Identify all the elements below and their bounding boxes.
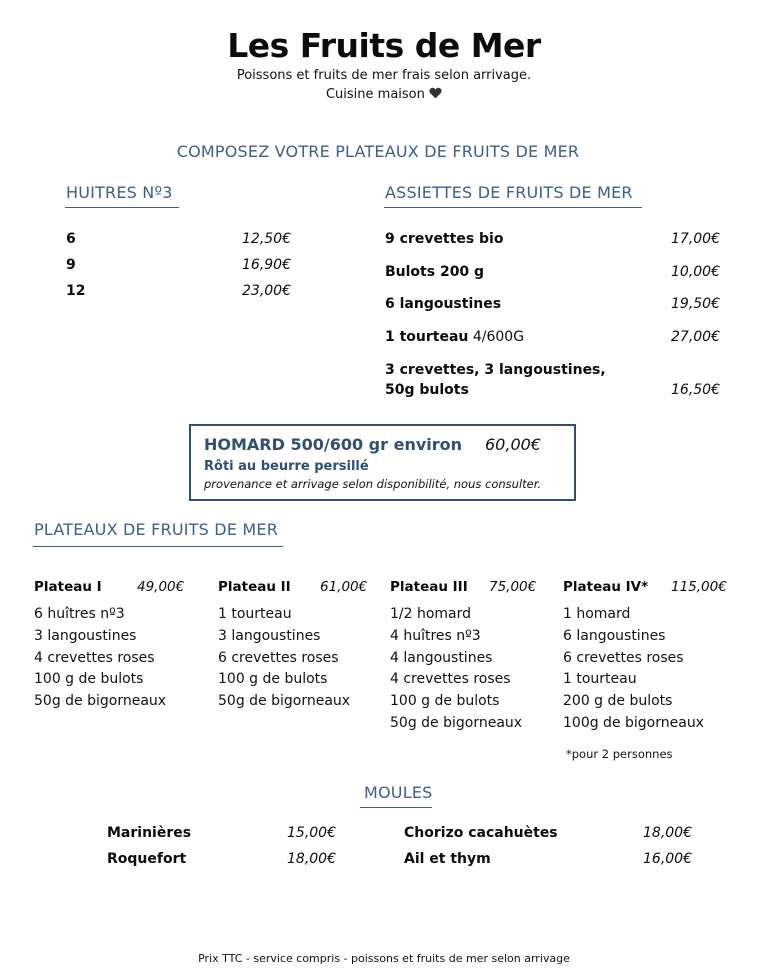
moules-item-price: 15,00€ <box>287 825 336 841</box>
plateaux-rule <box>33 546 283 547</box>
assiettes-item-price: 27,00€ <box>671 329 720 345</box>
plateau-name: Plateau IV* <box>563 579 649 595</box>
moules-item-price: 16,00€ <box>643 851 692 867</box>
moules-rule <box>360 807 432 808</box>
plateau-line: 3 langoustines <box>34 627 137 644</box>
assiettes-item-label-line-2: 50g bulots <box>385 382 469 398</box>
assiettes-item-label: 9 crevettes bio <box>385 231 504 247</box>
plateau-line: 4 crevettes roses <box>390 671 511 688</box>
huitres-title: HUITRES Nº3 <box>66 183 173 202</box>
homard-subtitle: Rôti au beurre persillé <box>204 459 369 474</box>
moules-item-price: 18,00€ <box>287 851 336 867</box>
plateau-line: 1 homard <box>563 606 631 622</box>
plateau-line: 4 huîtres nº3 <box>390 627 481 644</box>
footer-text: Prix TTC - service compris - poissons et fruits de mer selon arrivage <box>198 952 570 965</box>
plateau-line: 100 g de bulots <box>34 671 144 688</box>
assiettes-item-price: 10,00€ <box>671 264 720 280</box>
huitres-item-label: 6 <box>66 231 76 247</box>
assiettes-item-price: 17,00€ <box>671 231 720 247</box>
plateaux-note: *pour 2 personnes <box>566 747 673 761</box>
moules-title: MOULES <box>364 783 433 802</box>
plateau-line: 100g de bigorneaux <box>563 714 704 731</box>
assiettes-title: ASSIETTES DE FRUITS DE MER <box>385 183 633 202</box>
huitres-rule <box>65 207 179 208</box>
plateaux-title: PLATEAUX DE FRUITS DE MER <box>34 520 279 539</box>
assiettes-item-price: 19,50€ <box>671 296 720 312</box>
huitres-item-price: 23,00€ <box>242 283 291 299</box>
moules-item-price: 18,00€ <box>643 825 692 841</box>
huitres-item-price: 16,90€ <box>242 257 291 273</box>
plateau-line: 4 langoustines <box>390 649 493 666</box>
subtitle-line-2 <box>0 87 768 103</box>
plateau-price: 115,00€ <box>671 579 727 595</box>
homard-price: 60,00€ <box>485 435 541 454</box>
page-title: Les Fruits de Mer <box>227 26 541 65</box>
plateau-price: 75,00€ <box>489 579 537 595</box>
plateau-name: Plateau III <box>390 579 468 595</box>
plateau-name: Plateau II <box>218 579 291 595</box>
plateau-lines <box>390 604 522 735</box>
plateau-line: 6 crevettes roses <box>563 649 684 666</box>
plateau-line: 6 huîtres nº3 <box>34 606 125 622</box>
plateau-lines <box>34 604 166 713</box>
compose-title: COMPOSEZ VOTRE PLATEAUX DE FRUITS DE MER <box>176 142 580 161</box>
plateau-price: 49,00€ <box>137 579 185 595</box>
plateau-line: 6 crevettes roses <box>218 649 339 666</box>
assiettes-item-label: 6 langoustines <box>385 296 502 312</box>
plateau-line: 100 g de bulots <box>390 693 500 710</box>
homard-title: HOMARD 500/600 gr environ <box>204 435 463 454</box>
plateau-line: 50g de bigorneaux <box>34 693 167 710</box>
plateau-price: 61,00€ <box>320 579 368 595</box>
plateau-name: Plateau I <box>34 579 102 595</box>
moules-item-label: Chorizo cacahuètes <box>404 825 558 841</box>
assiettes-item-label-line-1: 3 crevettes, 3 langoustines, <box>385 362 606 378</box>
plateau-line: 6 langoustines <box>563 627 666 644</box>
subtitle-text: Cuisine maison <box>325 87 425 102</box>
heart-icon <box>429 87 442 103</box>
assiettes-rule <box>384 207 642 208</box>
plateau-line: 50g de bigorneaux <box>218 693 351 710</box>
plateau-line: 200 g de bulots <box>563 693 673 710</box>
moules-item-label: Marinières <box>107 825 192 841</box>
plateau-line: 50g de bigorneaux <box>390 714 523 731</box>
plateau-line: 1 tourteau <box>563 671 637 688</box>
subtitle-line-1: Poissons et fruits de mer frais selon arrivage. <box>236 68 532 83</box>
moules-item-label: Roquefort <box>107 851 187 867</box>
plateau-line: 1 tourteau <box>218 606 292 622</box>
huitres-item-label: 9 <box>66 257 76 273</box>
plateau-lines <box>563 604 704 735</box>
tourteau-weight: 4/600G <box>468 329 525 345</box>
plateau-line: 3 langoustines <box>218 627 321 644</box>
plateau-line: 1/2 homard <box>390 606 472 622</box>
moules-item-label: Ail et thym <box>404 851 491 867</box>
huitres-item-label: 12 <box>66 283 86 299</box>
assiettes-item-label <box>385 329 524 345</box>
plateau-line: 4 crevettes roses <box>34 649 155 666</box>
tourteau-label: 1 tourteau <box>385 329 469 345</box>
homard-note: provenance et arrivage selon disponibilité, nous consulter. <box>204 477 542 491</box>
plateau-lines <box>218 604 350 713</box>
assiettes-item-label: Bulots 200 g <box>385 264 485 280</box>
homard-box <box>189 424 576 501</box>
plateau-line: 100 g de bulots <box>218 671 328 688</box>
huitres-item-price: 12,50€ <box>242 231 291 247</box>
assiettes-item-price: 16,50€ <box>671 382 720 398</box>
